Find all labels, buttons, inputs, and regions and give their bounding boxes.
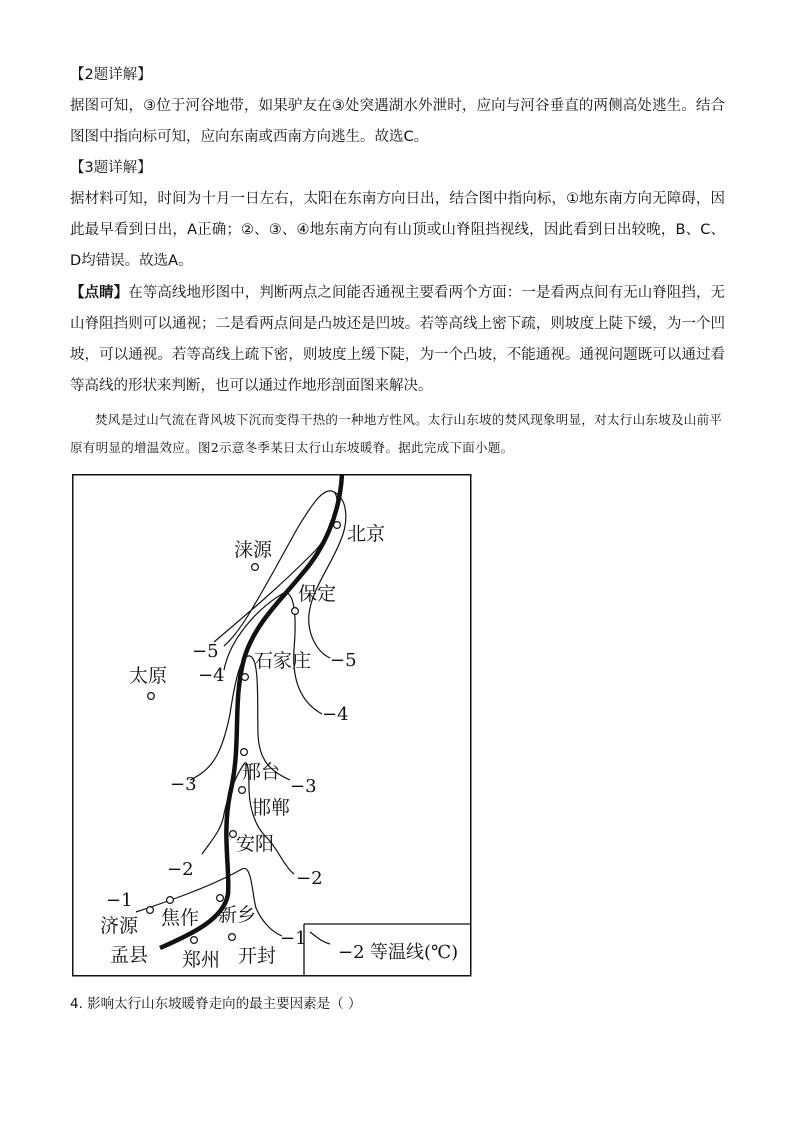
city-label-mengxian: 孟县 (110, 944, 149, 966)
tip-label: 【点睛】 (70, 285, 129, 301)
legend-value: −2 (338, 942, 365, 963)
city-label-taiyuan: 太原 (129, 665, 168, 687)
city-label-jiyuan: 济源 (100, 915, 139, 937)
question-4: 4. 影响太行山东坡暖脊走向的最主要因素是（ ） (70, 996, 362, 1012)
city-dot-xingtai (241, 749, 248, 756)
city-label-shijiazhuang: 石家庄 (254, 650, 312, 672)
isotherm-label-minus5-west: −5 (192, 641, 219, 662)
city-dot-beijing (334, 522, 341, 529)
legend-label: 等温线(℃) (370, 942, 459, 963)
isotherm-map (72, 474, 472, 978)
isotherm-label-minus1-west: −1 (106, 890, 133, 911)
city-dot-kaifeng (229, 934, 236, 941)
city-label-jiaozuo: 焦作 (161, 907, 200, 929)
city-dot-xinxiang (217, 895, 224, 902)
isotherm-line-minus1 (136, 868, 282, 936)
city-label-zhengzhou: 郑州 (182, 949, 221, 971)
section2-header: 【2题详解】 (70, 67, 152, 83)
tip-paragraph (70, 278, 725, 402)
section2-body: 据图可知，③位于河谷地带，如果驴友在③处突遇湖水外泄时，应向与河谷垂直的两侧高处逃生。结合图图中指向标可知，应向东南或西南方向逃生。故选C。 (70, 98, 725, 145)
tip-body: 在等高线地形图中，判断两点之间能否通视主要看两个方面：一是看两点间有无山脊阻挡，无山脊阻挡则可以通视；二是看两点间是凸坡还是凹坡。若等高线上密下疏，则坡度上陡下缓，为一个凹坡，可以通视。若等高线上疏下密，则坡度上缓下陡，为一个凸坡，不能通视。通视问题既可以通过看等高线的形状来判断，也可以通过作地形剖面图来解决。 (70, 285, 726, 394)
isotherm-line-minus5 (214, 491, 337, 646)
city-dot-jiyuan (147, 907, 154, 914)
city-dot-zhengzhou (191, 937, 198, 944)
city-dot-laiyuan (252, 564, 259, 571)
isotherm-label-minus2-west: −2 (167, 859, 194, 880)
city-labels (100, 523, 385, 971)
intro-paragraph: 焚风是过山气流在背风坡下沉而变得干热的一种地方性风。太行山东坡的焚风现象明显，对太行山东坡及山前平原有明显的增温效应。图2示意冬季某日太行山东坡暖脊。据此完成下面小题。 (70, 412, 723, 455)
city-label-handan: 邯郸 (252, 797, 291, 819)
city-label-laiyuan: 涞源 (234, 539, 273, 561)
isotherm-label-minus2-east: −2 (296, 868, 323, 889)
isotherm-label-minus3-east: −3 (290, 776, 317, 797)
city-label-beijing: 北京 (347, 523, 386, 545)
section3-body: 据材料可知，时间为十月一日左右，太阳在东南方向日出，结合图中指向标，①地东南方向无障碍，因此最早看到日出，A正确；②、③、④地东南方向有山顶或山脊阻挡视线，因此看到日出较晚，B、C、D均错误。故选A。 (70, 191, 725, 269)
section3-header: 【3题详解】 (70, 160, 152, 176)
city-label-xingtai: 邢台 (242, 761, 281, 783)
isotherm-label-minus5-east: −5 (330, 650, 357, 671)
city-dot-shijiazhuang (242, 674, 249, 681)
city-label-baoding: 保定 (298, 583, 337, 605)
isotherm-label-minus4-east: −4 (322, 704, 349, 725)
city-label-kaifeng: 开封 (238, 945, 277, 967)
map-legend (304, 924, 471, 976)
isotherm-line-minus5-east (309, 492, 346, 658)
legend-isotherm-sample (310, 932, 330, 944)
city-dot-baoding (292, 608, 299, 615)
city-dot-jiaozuo (167, 897, 174, 904)
isotherm-label-minus3-west: −3 (170, 774, 197, 795)
isotherm-label-minus4-west: −4 (198, 665, 225, 686)
city-dot-handan (239, 787, 246, 794)
city-dot-taiyuan (148, 693, 155, 700)
isotherm-label-minus1-east: −1 (280, 928, 307, 949)
city-label-xinxiang: 新乡 (218, 904, 257, 926)
city-label-anyang: 安阳 (236, 833, 275, 855)
